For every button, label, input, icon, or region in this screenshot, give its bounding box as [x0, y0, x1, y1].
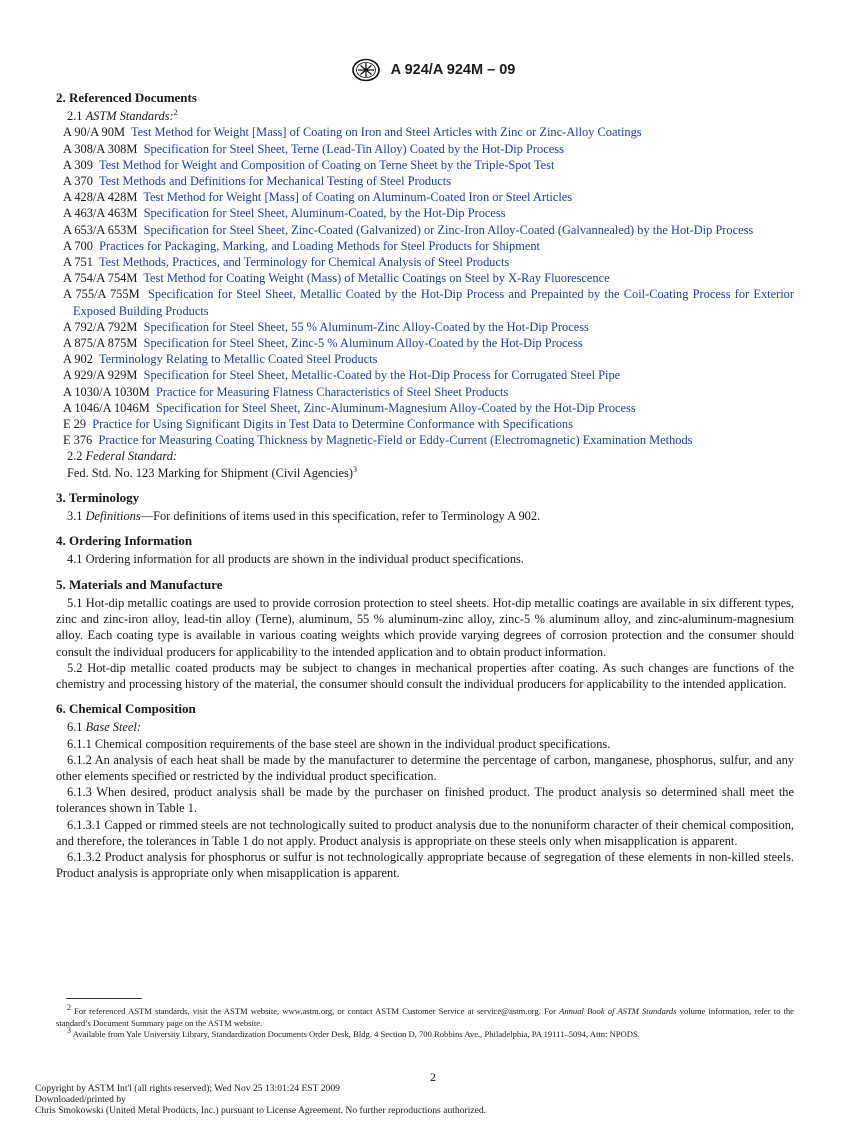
- section-4-title: 4. Ordering Information: [56, 533, 193, 549]
- reference-entry: [56, 367, 794, 383]
- reference-code: A 700: [63, 238, 93, 253]
- reference-title-link[interactable]: Test Method for Weight [Mass] of Coating on Iron and Steel Articles with Zinc or Zinc-Alloy Coatings: [130, 125, 642, 140]
- reference-code: A 463/A 463M: [63, 206, 138, 221]
- reference-title-link[interactable]: Specification for Steel Sheet, Zinc-Aluminum-Magnesium Alloy-Coated by the Hot-Dip Process: [155, 400, 636, 415]
- reference-entry: [56, 400, 794, 416]
- subsection-2-1: [56, 108, 794, 124]
- astm-logo-icon: [351, 58, 381, 82]
- paragraph-6-1-3-1: 6.1.3.1 Capped or rimmed steels are not technologically suited to product analysis due to the nonuniform character of their chemical composition, and therefore, the tolerances in Table 1 do not apply. Product analysis is appropriate on these steels only when misapplication is apparent.: [56, 817, 794, 848]
- reference-code: A 792/A 792M: [63, 319, 138, 334]
- reference-title-link[interactable]: Specification for Steel Sheet, Aluminum-Coated, by the Hot-Dip Process: [143, 206, 506, 221]
- footnote-text: Available from Yale University Library, Standardization Documents Order Desk, Bldg. 4 Section D, 700 Robbins Ave., Philadelphia, PA 19111–5094, Attn: NPODS.: [72, 1029, 640, 1039]
- copyright-line-1: Copyright by ASTM Int'l (all rights reserved); Wed Nov 25 13:01:24 EST 2009: [35, 1083, 340, 1094]
- reference-entry: [56, 286, 794, 318]
- reference-code: E 376: [63, 433, 93, 448]
- copyright-notice: [35, 1083, 486, 1116]
- paragraph-3-1: [56, 508, 794, 524]
- reference-entry: [56, 141, 794, 157]
- document-designation: A 924/A 924M – 09: [390, 62, 516, 78]
- reference-title-link[interactable]: Practice for Using Significant Digits in Test Data to Determine Conformance with Specifications: [92, 417, 573, 432]
- footnote-ref-3[interactable]: 3: [353, 464, 357, 474]
- federal-standard-text: Fed. Std. No. 123 Marking for Shipment (Civil Agencies): [67, 465, 353, 480]
- reference-entry: [56, 124, 794, 140]
- paragraph-6-1-3-2: 6.1.3.2 Product analysis for phosphorus or sulfur is not technologically appropriate because of segregation of these elements in non-killed steels. Product analysis is appropriate only when misapplication is apparent.: [56, 849, 794, 881]
- reference-entry: [56, 189, 794, 205]
- reference-code: A 370: [63, 174, 93, 189]
- copyright-line-3: Chris Smokowski (United Metal Products, Inc.) pursuant to License Agreement. No further reproductions authorized.: [35, 1105, 487, 1116]
- paragraph-5-2: 5.2 Hot-dip metallic coated products may be subject to changes in mechanical properties after coating. As such changes are functions of the chemistry and processing history of the material, the consumer should consult the individual producers for applicability to the intended application.: [56, 660, 794, 691]
- reference-entry: [56, 238, 794, 254]
- reference-code: A 875/A 875M: [63, 336, 138, 351]
- reference-code: A 653/A 653M: [63, 222, 138, 237]
- reference-code: A 929/A 929M: [63, 368, 138, 383]
- subsection-label: ASTM Standards:: [85, 109, 174, 124]
- reference-title-link[interactable]: Specification for Steel Sheet, Terne (Lead-Tin Alloy) Coated by the Hot-Dip Process: [143, 141, 564, 156]
- footnote-mark: 2: [67, 1003, 71, 1013]
- page-header: [0, 58, 866, 82]
- subsection-number: 2.1: [67, 109, 83, 124]
- reference-entry: [56, 222, 794, 238]
- section-3-title: 3. Terminology: [56, 489, 140, 505]
- reference-title-link[interactable]: Test Method for Weight [Mass] of Coating on Aluminum-Coated Iron or Steel Articles: [143, 190, 573, 205]
- paragraph-4-1: 4.1 Ordering information for all products are shown in the individual product specifications.: [67, 552, 524, 567]
- reference-entry: [56, 157, 794, 173]
- defined-term: Definitions: [85, 509, 141, 524]
- reference-title-link[interactable]: Test Method for Weight and Composition of Coating on Terne Sheet by the Triple-Spot Test: [98, 157, 555, 172]
- footnote-2: [56, 1003, 794, 1029]
- reference-entry: [56, 173, 794, 189]
- footnote-divider: [66, 998, 142, 999]
- paragraph-6-1-3: 6.1.3 When desired, product analysis shall be made by the purchaser on finished product. The product analysis so determined shall meet the tolerances shown in Table 1.: [56, 785, 794, 816]
- footnote-mark: 3: [67, 1026, 71, 1036]
- footnote-text: For referenced ASTM standards, visit the ASTM website, www.astm.org, or contact ASTM Customer Service at service@astm.org. For: [74, 1006, 560, 1016]
- reference-title-link[interactable]: Test Method for Coating Weight (Mass) of Metallic Coatings on Steel by X-Ray Fluorescence: [143, 271, 610, 286]
- reference-entry: [56, 335, 794, 351]
- subsection-number: 6.1: [67, 720, 83, 735]
- reference-title-link[interactable]: Test Methods, Practices, and Terminology for Chemical Analysis of Steel Products: [98, 255, 510, 270]
- subsection-number: 2.2: [67, 449, 83, 464]
- footnote-3: [56, 1026, 794, 1041]
- paragraph-text: —For definitions of items used in this specification, refer to Terminology A 902.: [140, 509, 541, 524]
- reference-entry: [56, 416, 794, 432]
- reference-title-link[interactable]: Test Methods and Definitions for Mechanical Testing of Steel Products: [98, 174, 452, 189]
- copyright-line-2: Downloaded/printed by: [35, 1094, 126, 1105]
- reference-entry: [56, 270, 794, 286]
- reference-code: A 308/A 308M: [63, 141, 138, 156]
- reference-title-link[interactable]: Specification for Steel Sheet, Zinc-Coated (Galvanized) or Zinc-Iron Alloy-Coated (Galvannealed) by the Hot-Dip Process: [143, 222, 754, 237]
- reference-code: A 90/A 90M: [63, 125, 125, 140]
- reference-code: A 1046/A 1046M: [63, 400, 150, 415]
- footnote-ref-2[interactable]: 2: [173, 108, 178, 118]
- reference-code: A 309: [63, 157, 93, 172]
- subsection-2-2: [56, 448, 794, 464]
- reference-code: A 902: [63, 352, 93, 367]
- section-6-title: 6. Chemical Composition: [56, 701, 196, 717]
- subsection-label: Base Steel:: [85, 720, 141, 735]
- reference-title-link[interactable]: Practice for Measuring Flatness Characteristics of Steel Sheet Products: [155, 384, 509, 399]
- paragraph-5-1: 5.1 Hot-dip metallic coatings are used to provide corrosion protection to steel sheets. Hot-dip metallic coatings are available in six different types, zinc and zinc-iron alloy, lead-tin alloy (Terne), aluminum, 55 % aluminum-zinc alloy, zinc-5 % aluminum alloy, and zinc-aluminum-magnesium alloy. Each coating type is available in various coating weights which provide varying degrees of corrosion protection and the consumer should consult the individual producers for applicability to the intended application and to obtain product information.: [56, 595, 794, 659]
- reference-entry: [56, 384, 794, 400]
- reference-title-link[interactable]: Terminology Relating to Metallic Coated Steel Products: [98, 352, 378, 367]
- footnote-italic: Annual Book of ASTM Standards: [559, 1006, 677, 1016]
- reference-code: A 1030/A 1030M: [63, 384, 150, 399]
- page-body: [56, 90, 794, 881]
- reference-code: A 755/A 755M: [63, 287, 140, 302]
- section-2-title: 2. Referenced Documents: [56, 90, 197, 105]
- subsection-6-1: [56, 719, 794, 735]
- section-5-title: 5. Materials and Manufacture: [56, 576, 223, 592]
- reference-title-link[interactable]: Specification for Steel Sheet, 55 % Aluminum-Zinc Alloy-Coated by the Hot-Dip Process: [143, 319, 589, 334]
- paragraph-6-1-2: 6.1.2 An analysis of each heat shall be made by the manufacturer to determine the percentage of carbon, manganese, phosphorus, sulfur, and any other elements specified or restricted by the individual product specification.: [56, 752, 794, 783]
- reference-title-link[interactable]: Practice for Measuring Coating Thickness by Magnetic-Field or Eddy-Current (Electromagnetic) Examination Methods: [98, 433, 693, 448]
- federal-standard-entry: [56, 465, 794, 481]
- reference-code: E 29: [63, 417, 87, 432]
- reference-code: A 754/A 754M: [63, 271, 138, 286]
- reference-code: A 751: [63, 255, 93, 270]
- footnote-text-tail: volume information, refer to the standard’s Document Summary page on the ASTM website.: [56, 1006, 794, 1028]
- reference-code: A 428/A 428M: [63, 190, 138, 205]
- reference-entry: [56, 432, 794, 448]
- reference-entry: [56, 319, 794, 335]
- referenced-standards-list: [56, 124, 794, 448]
- reference-title-link[interactable]: Specification for Steel Sheet, Metallic Coated by the Hot-Dip Process and Prepainted by the Coil-Coating Process for Exterior Exposed Building Products: [73, 287, 794, 318]
- page-number: 2: [430, 1070, 436, 1084]
- subsection-label: Federal Standard:: [85, 449, 178, 464]
- reference-title-link[interactable]: Specification for Steel Sheet, Zinc-5 % Aluminum Alloy-Coated by the Hot-Dip Process: [143, 336, 583, 351]
- footnotes: [56, 1003, 794, 1041]
- reference-title-link[interactable]: Specification for Steel Sheet, Metallic-Coated by the Hot-Dip Process for Corrugated Steel Pipe: [143, 368, 621, 383]
- reference-title-link[interactable]: Practices for Packaging, Marking, and Loading Methods for Steel Products for Shipment: [99, 238, 540, 253]
- reference-entry: [56, 205, 794, 221]
- paragraph-number: 3.1: [67, 509, 83, 524]
- reference-entry: [56, 351, 794, 367]
- reference-entry: [56, 254, 794, 270]
- paragraph-6-1-1: 6.1.1 Chemical composition requirements of the base steel are shown in the individual product specifications.: [67, 736, 611, 751]
